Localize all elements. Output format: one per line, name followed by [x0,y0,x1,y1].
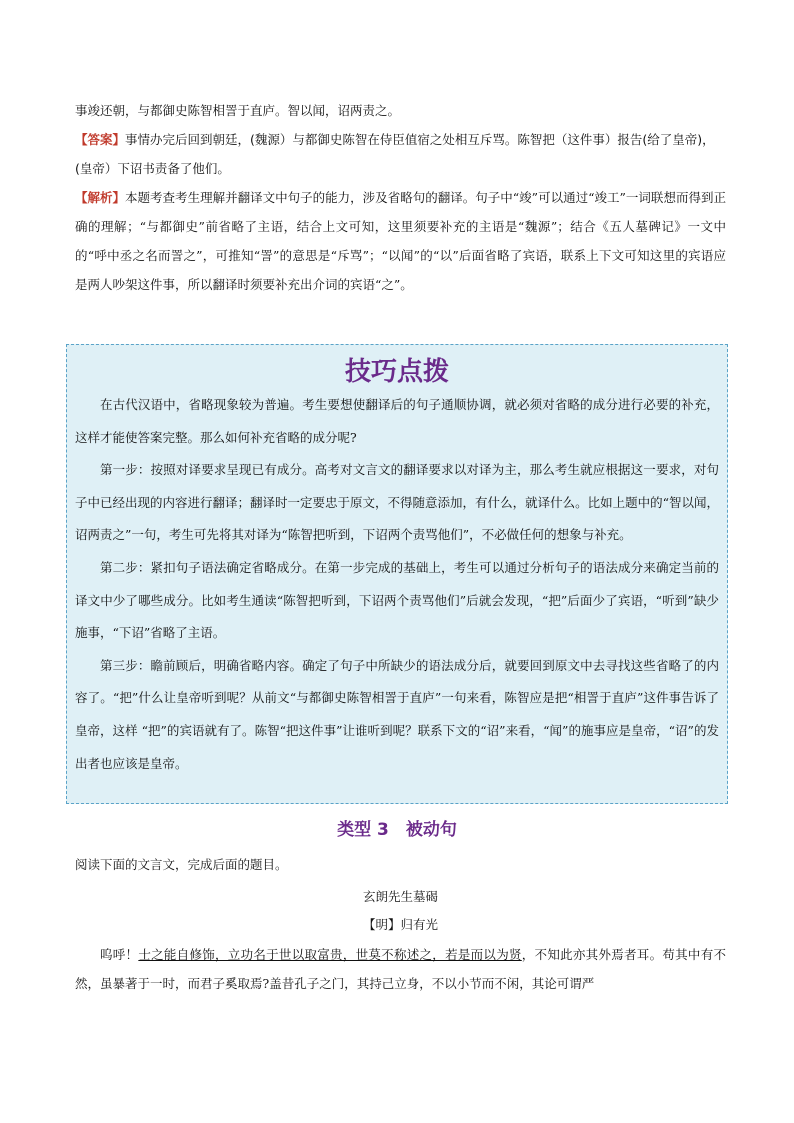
passage-paragraph [75,940,726,998]
passage-author: 【明】归有光 [362,917,438,932]
answer-tag: 【答案】 [75,132,126,147]
analysis-paragraph [75,183,726,299]
reading-instruction: 阅读下面的文言文，完成后面的题目。 [75,857,288,872]
source-sentence: 事竣还朝，与都御史陈智相詈于直庐。智以闻，诏两责之。 [75,103,401,118]
tips-body [75,389,719,780]
answer-paragraph [75,125,726,183]
answer-text: 事情办完后回到朝廷，(魏源）与都御史陈智在侍臣值宿之处相互斥骂。陈智把（这件事）报告(给了皇帝)，(皇帝）下诏书责备了他们。 [75,132,715,176]
passage-title: 玄朗先生墓碣 [362,889,438,904]
analysis-text: 本题考查考生理解并翻译文中句子的能力，涉及省略句的翻译。句子中“竣”可以通过“竣工”一词联想而得到正确的理解；“与都御史”前省略了主语，结合上文可知，这里须要补充的主语是“魏源”；结合《五人墓碑记》一文中的“呼中丞之名而詈之”，可推知“詈”的意思是“斥骂”；“以闻”的“以”后面省略了宾语，联系上下文可知这里的宾语应是两人吵架这件事，所以翻译时须要补充出介词的宾语“之”。 [75,190,726,292]
tips-paragraph-step1: 第一步：按照对译要求呈现已有成分。高考对文言文的翻译要求以对译为主，那么考生就应根据这一要求，对句子中已经出现的内容进行翻译；翻译时一定要忠于原文，不得随意添加，有什么，就译什么。比如上题中的“智以闻，诏两责之”一句，考生可先将其对译为“陈智把听到，下诏两个责骂他们”，不必做任何的想象与补充。 [75,462,719,543]
reading-block [75,852,726,998]
tips-paragraph-step3: 第三步：瞻前顾后，明确省略内容。确定了句子中所缺少的语法成分后，就要回到原文中去寻找这些省略了的内容了。“把”什么让皇帝听到呢？从前文“与都御史陈智相詈于直庐”一句来看，陈智应是把“相詈于直庐”这件事告诉了皇帝，这样 “把”的宾语就有了。陈智“把这件事”让谁听到呢？联系下文的“诏”来看，“闻”的施事应是皇帝，“诏”的发出者也应该是皇帝。 [75,657,719,771]
tips-box [66,344,728,804]
tips-paragraph-step2: 第二步：紧扣句子语法确定省略成分。在第一步完成的基础上，考生可以通过分析句子的语法成分来确定当前的译文中少了哪些成分。比如考生通读“陈智把听到，下诏两个责骂他们”后就会发现，“把”后面少了宾语，“听到”缺少施事，“下诏”省略了主语。 [75,559,719,641]
passage-rest: ，不知此亦其外焉者耳。苟其中有不然，虽暴著于一时，而君子奚取焉?盖昔孔子之门，其持己立身，不以小节而不闲，其论可谓严 [75,947,726,991]
tips-title: 技巧点拨 [344,357,449,387]
tips-paragraph-intro: 在古代汉语中，省略现象较为普遍。考生要想使翻译后的句子通顺协调，就必须对省略的成分进行必要的补充，这样才能使答案完整。那么如何补充省略的成分呢? [75,397,719,445]
analysis-tag: 【解析】 [75,190,126,205]
underlined-sentence: 士之能自修饰，立功名于世以取富贵，世莫不称述之，若是而以为贤 [138,947,522,962]
upper-text-block [75,96,726,299]
passage-exclaim: 呜呼！ [100,947,139,962]
section-heading: 类型 3 被动句 [337,820,457,840]
